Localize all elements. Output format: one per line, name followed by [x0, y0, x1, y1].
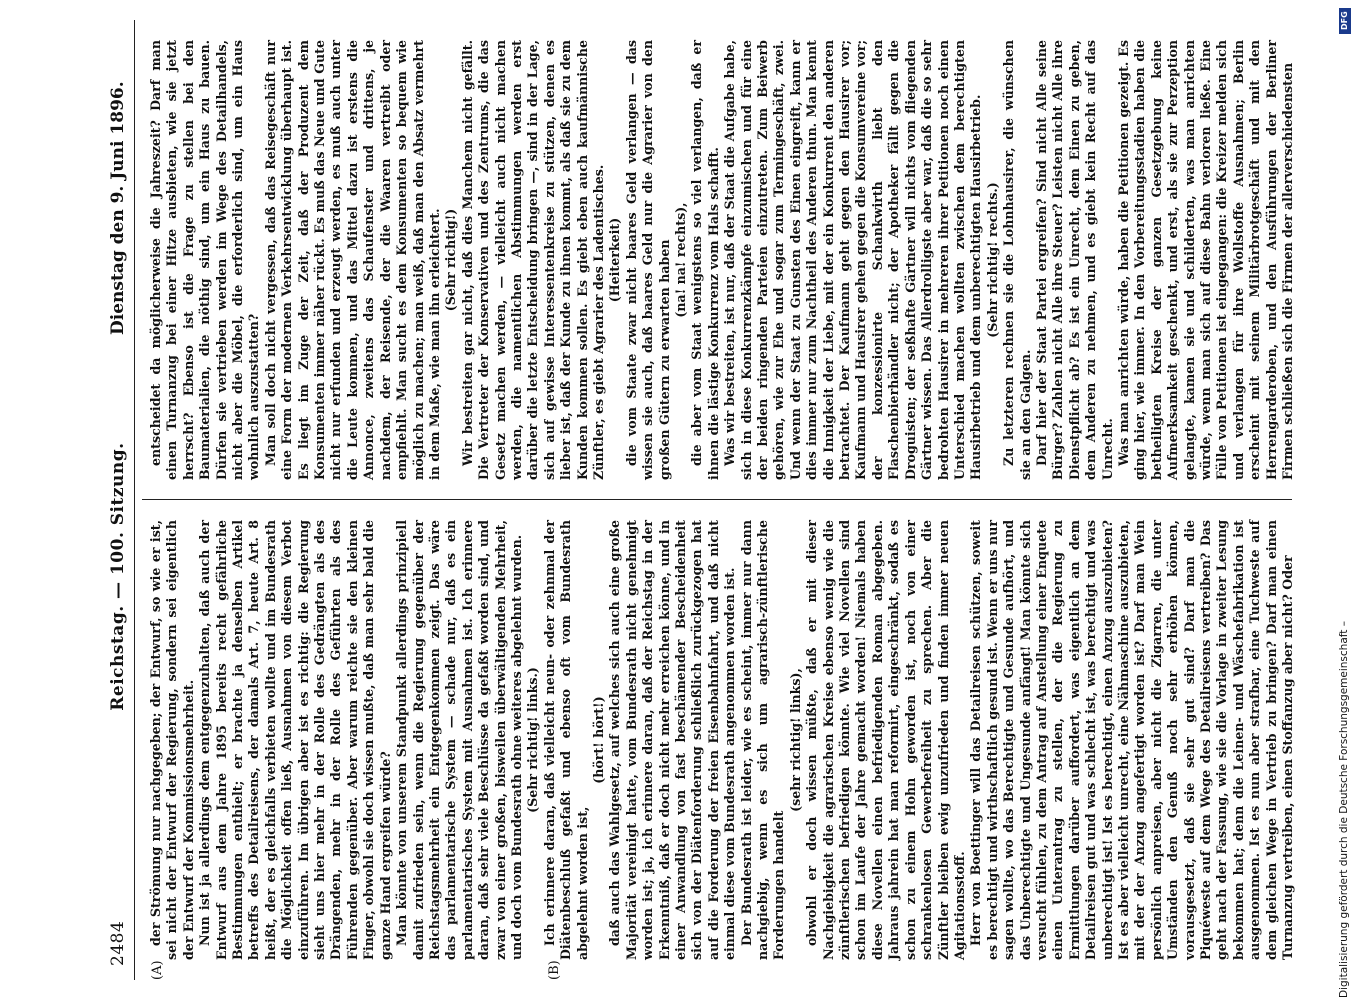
paragraph: die vom Staate zwar nicht baares Geld verlangen — das wissen sie auch, daß baares Geld nur die Agrarier von den großen Gütern zu erwarten haben: [623, 40, 672, 480]
credit-text: Digitalisierung gefördert durch die Deutsche Forschungsgemeinschaft –: [1338, 621, 1350, 998]
paragraph: Herr von Boettinger will das Detailreisen schützen, soweit es berechtigt und wirthschaftlich gesund ist. Wenn er uns nur sagen wollte, wo das Berechtigte und Gesunde aufhört, und das Unberechtigte und Ungesunde anfängt! Man könnte sich versucht fühlen, zu dem Antrag auf Anstellung einer Enquete einen Unterantrag zu stellen, der die Regierung zu Ermittlungen darüber auffordert, was eigentlich an dem Detailreisen gut und was schlecht ist, was berechtigt und was unberechtigt ist! Ist es berechtigt, einen Anzug auszubieten? Ist es aber vielleicht unrecht, eine Nähmaschine auszubieten, mit der der Anzug angefertigt worden ist? Darf man Wein persönlich anpreisen, aber nicht die Zigarren, die unter Umständen den Genuß noch sehr erhöhen können, vorausgesetzt, daß sie sehr gut sind? Darf man die Piquéweste auf dem Wege des Detailreisens vertreiben? Das geht nach der Fassung, wie sie die Vorlage in zweiter Lesung bekommen hat; denn die Leinen- und Wäschefabrikation ist ausgenommen. Ist es nun aber strafbar, eine Tuchweste auf dem gleichen Wege in Vertrieb zu bringen? Darf man einen Turnanzug vertreiben, einen Stoffanzug aber nicht? Oder: [967, 520, 1295, 960]
margin-marker-b: (B): [546, 960, 562, 980]
paragraph: Man soll doch nicht vergessen, daß das Reisegeschäft nur eine Form der modernen Verkehrsentwicklung überhaupt ist. Es liegt im Zuge der Zeit, daß der Produzent dem Konsumenten immer näher rückt. Es muß das Neue und Gute nicht nur erfunden und erzeugt werden, es muß auch unter die Leute kommen, und das Mittel dazu ist erstens die Annonce, zweitens das Schaufenster und drittens, je nachdem, der Reisende, der die Waaren vertreibt oder empfiehlt. Man sucht es dem Konsumenten so bequem wie möglich zu machen; man weiß, daß man den Absatz vermehrt in dem Maße, wie man ihn erleichtert.: [262, 40, 442, 480]
digitization-credit: [1338, 8, 1350, 998]
interjection: (sehr richtig! links),: [787, 668, 803, 812]
paragraph: entscheidet da möglicherweise die Jahreszeit? Darf man einen Turnanzug bei einer Hitze ausbieten, wie sie jetzt herrscht? Ebenso ist die Frage zu stellen bei den Baumaterialien, die nöthig sind, um ein Haus zu bauen. Dürfen sie vertrieben werden im Wege des Detailhandels, nicht aber die Möbel, die erforderlich sind, um ein Haus wohnlich auszustatten?: [147, 40, 261, 480]
paragraph: Was wir bestreiten, ist nur, daß der Staat die Aufgabe habe, sich in diese Konkurrenzkämpfe einzumischen und für eine der beiden ringenden Parteien einzutreten. Zum Beiwerb gehören, wie zur Ehe und sogar zum Termingeschäft, zwei. Und wenn der Staat zu Gunsten des Einen eingreift, kann er dies immer nur zum Nachtheil des Anderen thun. Man kennt die Innigkeit der Liebe, mit der ein Konkurrent den anderen betrachtet. Der Kaufmann geht gegen den Hausirer vor; Kaufmann und Hausirer gehen gegen die Konsumvereine vor; der konzessionirte Schankwirth liebt den Flaschenbierhändler nicht; der Apotheker fällt gegen die Droguisten; der seßhafte Gärtner will nichts vom fliegenden Gärtner wissen. Das Allerdrolligste aber war, daß die so sehr bedrohten Hausirer in mehreren ihrer Petitionen noch einen Unterschied machen wollten zwischen dem berechtigten Hausirbetrieb und dem unberechtigten Hausirbetrieb.: [721, 40, 983, 480]
interjection: (na! na! rechts),: [672, 202, 688, 318]
page-number: 2484: [107, 920, 128, 966]
page-header: [100, 20, 135, 980]
paragraph: Zu letzteren rechnen sie die Lohnhausirer, die wünschen sie an den Galgen.: [1000, 40, 1033, 480]
sitting-title: Reichstag. — 100. Sitzung.: [107, 442, 128, 711]
interjection: (Sehr richtig!): [442, 208, 458, 312]
dfg-logo: DFG: [1339, 8, 1351, 34]
column-divider: [142, 499, 1292, 500]
paragraph: Ich erinnere daran, daß vielleicht neun- oder zehnmal der Diätenbeschluß gefaßt und ebenso oft vom Bundesrath abgelehnt worden ist,: [541, 520, 590, 960]
paragraph: der Strömung nur nachgegeben; der Entwurf, so wie er ist, sei nicht der Entwurf der Regierung, sondern sei eigentlich der Entwurf der Kommissionsmehrheit.: [147, 520, 196, 960]
paragraph: daß auch das Wahlgesetz, auf welches sich auch eine große Majorität vereinigt hatte, vom Bundesrath nicht genehmigt worden ist; ja, ich erinnere daran, daß der Reichstag in der Erkenntniß, daß er doch nicht mehr erreichen könne, und in einer Anwandlung von fast beschämender Bescheidenheit sich von der Diätenforderung schließlich zurückgezogen hat auf die Forderung der freien Eisenbahnfahrt, und daß nicht einmal diese vom Bundesrath angenommen worden ist.: [606, 520, 737, 960]
paragraph: obwohl er doch wissen müßte, daß er mit dieser Nachgiebigkeit die agrarischen Kreise ebenso wenig wie die zünftlerischen befriedigen könnte. Wie viel Novellen sind schon im Laufe der Jahre gemacht worden! Niemals haben diese Novellen einen befriedigenden Roman abgegeben. Jahraus jahrein hat man reformirt, eingeschränkt, sodaß es schon zu einem Hohn geworden ist, noch von einer schrankenlosen Gewerbefreiheit zu sprechen. Aber die Zünftler bleiben ewig unzufrieden und finden immer neuen Agitationsstoff.: [803, 520, 967, 960]
paragraph: Wir bestreiten gar nicht, daß dies Manchem nicht gefällt. Die Vertreter der Konservativen und des Zentrums, die das Gesetz machen werden, — vielleicht auch nicht machen werden, die namentlichen Abstimmungen werden erst darüber die letzte Entscheidung bringen —, sind in der Lage, sich auf gewisse Interessentenkreise zu stützen, denen es lieber ist, daß der Kunde zu ihnen kommt, als daß sie zu dem Kunden kommen sollen. Es giebt eben auch kaufmännische Zünftler, es giebt Agrarier des Ladentisches.: [459, 40, 606, 480]
text-column-right: [148, 40, 1296, 480]
text-column-left: [148, 520, 1296, 960]
paragraph: Nun ist ja allerdings dem entgegenzuhalten, daß auch der Entwurf aus dem Jahre 1895 bereits recht gefährliche Bestimmungen enthielt; er brachte ja denselben Artikel betreffs des Detailreisens, der damals Art. 7, heute Art. 8 heißt, der es gleichfalls verbieten wollte und im Bundesrath die Möglichkeit offen ließ, Ausnahmen von diesem Verbot einzuführen. Im übrigen aber ist es richtig: die Regierung sieht uns hier mehr in der Rolle des Gedrängten als des Drängenden, mehr in der Rolle des Geführten als des Führenden gegenüber. Aber warum reichte sie den kleinen Finger, obwohl sie doch wissen mußte, daß man sehr bald die ganze Hand ergreifen würde?: [196, 520, 393, 960]
session-date: Dienstag den 9. Juni 1896.: [107, 81, 128, 335]
interjection: (Heiterkeit): [606, 217, 622, 303]
header-left: [108, 442, 128, 966]
paragraph: Man könnte von unserem Standpunkt allerdings prinzipiell damit zufrieden sein, wenn die Regierung gegenüber der Reichstagsmehrheit ein Entgegenkommen zeigt. Das wäre das parlamentarische System — schade nur, daß es ein parlamentarisches System mit Ausnahmen ist. Ich erinnere daran, daß sehr viele Beschlüsse da gefaßt worden sind, und zwar von einer großen, bisweilen überwältigenden Mehrheit, und doch vom Bundesrath ohne weiteres abgelehnt wurden.: [393, 520, 524, 960]
interjection: (hört! hört!): [590, 696, 606, 784]
paragraph: Darf hier der Staat Partei ergreifen? Sind nicht Alle seine Bürger? Zahlen nicht Alle ihre Steuer? Leisten nicht Alle ihre Dienstpflicht ab? Es ist ein Unrecht, dem Einen zu geben, dem Anderen zu nehmen, und es giebt kein Recht auf das Unrecht.: [1033, 40, 1115, 480]
paragraph: die aber vom Staat wenigstens so viel verlangen, daß er ihnen die lästige Konkurrenz vom Hals schafft.: [688, 40, 721, 480]
paragraph: Was man anrichten würde, haben die Petitionen gezeigt. Es ging hier, wie immer. In den Vorbereitungsstadien haben die betheiligten Kreise der ganzen Gesetzgebung keine Aufmerksamkeit geschenkt, und erst, als sie zur Perzeption gelangte, kamen sie und schilderten, was man anrichten würde, wenn man sich auf diese Bahn verloren ließe. Eine Fülle von Petitionen ist eingegangen: die Kreizer melden sich und verlangen für ihre Wollstoffe Ausnahmen; Berlin erscheint mit seinem Militärbrotgeschäft und mit den Herrengarderoben, und den Ausführungen der Berliner Firmen schließen sich die Firmen der allerverschiedensten: [1115, 40, 1295, 480]
paragraph: Der Bundesrath ist leider, wie es scheint, immer nur dann nachgiebig, wenn es sich um agrarisch-zünftlerische Forderungen handelt: [738, 520, 786, 960]
document-page: [62, 20, 1295, 980]
margin-marker-a: (A): [149, 960, 165, 980]
interjection: (Sehr richtig! rechts.): [984, 182, 1000, 338]
interjection: (Sehr richtig! links.): [524, 667, 540, 813]
